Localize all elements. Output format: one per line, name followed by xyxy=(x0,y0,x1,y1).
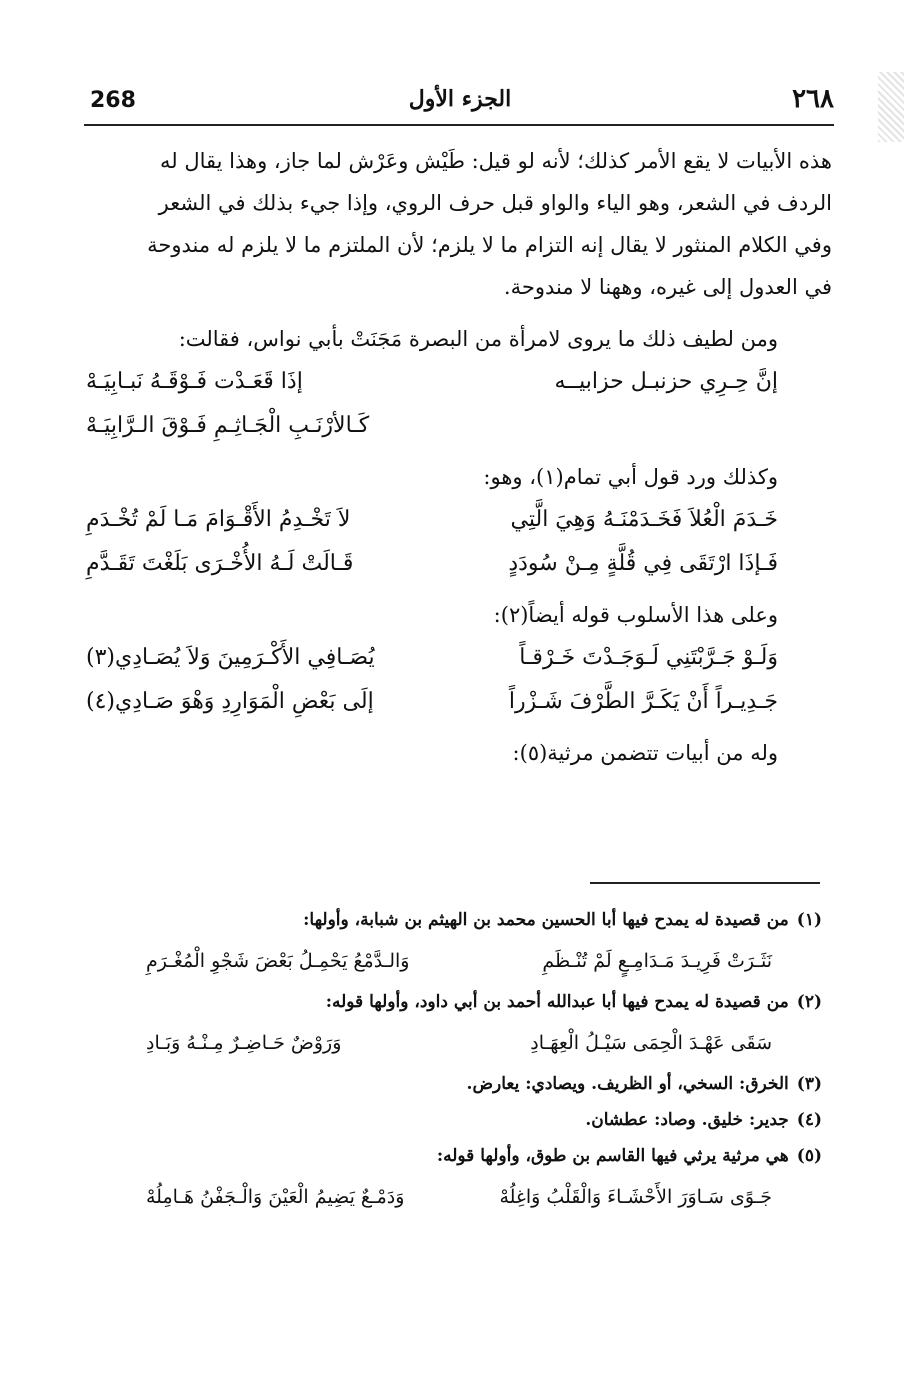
verse-intro: وعلى هذا الأسلوب قوله أيضاً(٢): xyxy=(493,603,778,627)
footnotes xyxy=(146,902,822,1220)
paragraph-line: الردف في الشعر، وهو الياء والواو قبل حرف الروي، وإذا جيء بذلك في الشعر xyxy=(158,191,832,215)
footnote xyxy=(146,1138,822,1174)
paragraph-line: هذه الأبيات لا يقع الأمر كذلك؛ لأنه لو قيل: طَيْش وعَرْش لما جاز، وهذا يقال له xyxy=(160,149,832,173)
footnote-verse xyxy=(146,938,822,984)
verse-hemistich-first: وَلَـوْ جَـرَّبْتَنِي لَـوَجَـدْتَ خَـرْقـاً xyxy=(519,645,778,670)
verse-hemistich-second: كَـالأرْنَـبِ الْجَـاثِـمِ فَـوْقَ الـرَّابِيَـهْ xyxy=(86,413,370,438)
verse-hemistich-first: فَـإذَا ارْتَقَى فِي قُلَّةٍ مِـنْ سُودَدٍ xyxy=(508,551,778,576)
running-title: الجزء الأول xyxy=(408,86,512,112)
footnote-number: (٢) xyxy=(796,992,822,1012)
footnote-number: (١) xyxy=(796,910,822,930)
verse-hemistich-second: وَرَوْضٌ حَـاضِـرٌ مِـنْـهُ وَبَـادِ xyxy=(146,1032,342,1054)
paragraph-line: وفي الكلام المنثور لا يقال إنه التزام ما لا يلزم؛ لأن الملتزم ما لا يلزم له مندوحة xyxy=(147,233,832,257)
footnote-text: الخرق: السخي، أو الظريف. ويصادي: يعارض. xyxy=(466,1074,789,1094)
verse-hemistich-second: إذَا قَعَـدْت فَـوْقَـهُ نَبـابِيَـهْ xyxy=(86,369,303,394)
footnote-verse xyxy=(146,1174,822,1220)
verse-line xyxy=(86,542,832,586)
verse-line xyxy=(86,360,832,404)
footnote-text: من قصيدة له يمدح فيها أبا عبدالله أحمد بن أبي داود، وأولها قوله: xyxy=(325,992,789,1012)
verse-line xyxy=(86,498,832,542)
verse-intro: ومن لطيف ذلك ما يروى لامرأة من البصرة مَجَنَتْ بأبي نواس، فقالت: xyxy=(178,327,778,351)
verse-hemistich-second: لاَ تَخْـدِمُ الأَقْـوَامَ مَـا لَمْ تُخْـدَمِ xyxy=(86,507,351,532)
footnote-number: (٤) xyxy=(796,1110,822,1130)
page-number-latin: 268 xyxy=(90,88,136,113)
verse-hemistich-first: جَـوًى سَـاوَرَ الأَحْشَـاءَ وَالْقَلْبُ وَاغِلُهْ xyxy=(499,1186,772,1208)
footnote-number: (٥) xyxy=(796,1146,822,1166)
verse-intro: وله من أبيات تتضمن مرثية(٥): xyxy=(512,741,778,765)
verse-hemistich-second: إلَى بَعْضِ الْمَوَارِدِ وَهْوَ صَـادِي(٤) xyxy=(86,689,374,714)
verse-line xyxy=(86,636,832,680)
verse-line xyxy=(86,404,832,448)
verse-hemistich-first: نَثَـرَتْ فَرِيـدَ مَـدَامِـعٍ لَمْ تُنْـظَمِ xyxy=(542,950,772,972)
header-rule xyxy=(84,124,834,126)
verse-hemistich-second: وَدَمْـعٌ يَضِيمُ الْعَيْنَ وَالْـجَفْنُ هَـامِلُهْ xyxy=(146,1186,405,1208)
page-header xyxy=(84,82,836,122)
verse-hemistich-first: جَـدِيـراً أَنْ يَكَـرَّ الطَّرْفَ شَـزْراً xyxy=(508,689,778,714)
scan-edge-shadow xyxy=(878,72,904,142)
footnote-number: (٣) xyxy=(796,1074,822,1094)
footnote-text: جدير: خليق. وصاد: عطشان. xyxy=(585,1110,789,1130)
main-text xyxy=(86,140,832,774)
verse-hemistich-second: يُصَـافِي الأَكْـرَمِينَ وَلاَ يُصَـادِي(٣) xyxy=(86,645,375,670)
footnote xyxy=(146,1066,822,1102)
verse-intro: وكذلك ورد قول أبي تمام(١)، وهو: xyxy=(483,465,778,489)
verse-line xyxy=(86,680,832,724)
verse-hemistich-second: وَالـدَّمْعُ يَحْمِـلُ بَعْضَ شَجْوِ الْمُغْـرَمِ xyxy=(146,950,410,972)
footnote xyxy=(146,984,822,1020)
footnote-rule xyxy=(590,882,820,884)
paragraph-line: في العدول إلى غيره، وههنا لا مندوحة. xyxy=(503,275,832,299)
footnote xyxy=(146,1102,822,1138)
footnote-text: هي مرثية يرثي فيها القاسم بن طوق، وأولها قوله: xyxy=(436,1146,789,1166)
verse-hemistich-first: إنَّ حِـرِي حزنبـل حزابيــه xyxy=(554,369,778,394)
verse-hemistich-second: قَـالَتْ لَـهُ الأُخْـرَى بَلَغْتَ تَقَـدَّمِ xyxy=(86,551,354,576)
footnote-verse xyxy=(146,1020,822,1066)
footnote-text: من قصيدة له يمدح فيها أبا الحسين محمد بن الهيثم بن شبابة، وأولها: xyxy=(303,910,789,930)
page-number-arabic: ٢٦٨ xyxy=(792,84,834,114)
verse-hemistich-first: سَقَى عَهْـدَ الْحِمَى سَيْـلُ الْعِهَـادِ xyxy=(530,1032,772,1054)
footnote xyxy=(146,902,822,938)
verse-hemistich-first: خَـدَمَ الْعُلاَ فَخَـدَمْنَـهُ وَهِيَ الَّتِي xyxy=(510,507,778,532)
